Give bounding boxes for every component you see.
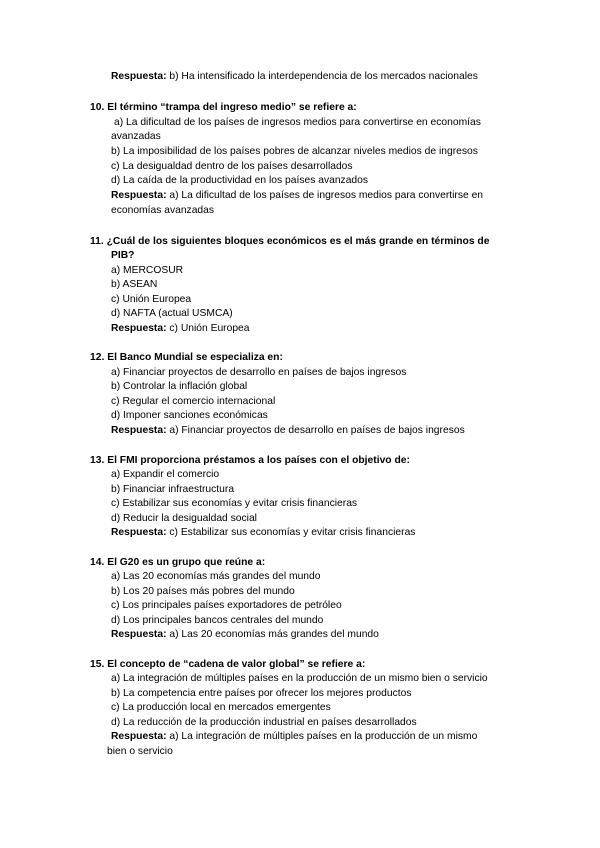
q11-option-c: c) Unión Europea: [111, 294, 192, 305]
q9-answer: [111, 70, 478, 84]
question-number: 15.: [90, 659, 105, 670]
q11-option-a: a) MERCOSUR: [111, 265, 184, 276]
answer-text: a) La dificultad de los países de ingresos medios para convertirse en: [166, 190, 484, 201]
q10-option-a: a) La dificultad de los países de ingresos medios para convertirse en economías: [114, 117, 481, 128]
answer-label: Respuesta:: [111, 527, 167, 538]
q12-option-b: b) Controlar la inflación global: [111, 381, 248, 392]
q14-answer: [111, 628, 379, 642]
q13-option-d: d) Reducir la desigualdad social: [111, 513, 257, 524]
q14-option-a: a) Las 20 economías más grandes del mundo: [111, 571, 321, 582]
answer-text: a) Financiar proyectos de desarrollo en países de bajos ingresos: [166, 425, 465, 436]
q12-option-a: a) Financiar proyectos de desarrollo en países de bajos ingresos: [111, 367, 407, 378]
q11-option-b: b) ASEAN: [111, 279, 158, 290]
answer-label: Respuesta:: [111, 190, 167, 201]
question-text: El G20 es un grupo que reúne a:: [107, 557, 266, 568]
question-text: El Banco Mundial se especializa en:: [107, 352, 283, 363]
question-number: 14.: [90, 557, 105, 568]
answer-text: a) Las 20 economías más grandes del mundo: [166, 629, 379, 640]
question-number: 13.: [90, 455, 105, 466]
question-text: El FMI proporciona préstamos a los países con el objetivo de:: [107, 455, 410, 466]
q15-answer: [111, 730, 477, 744]
answer-text: b) Ha intensificado la interdependencia de los mercados nacionales: [166, 71, 478, 82]
q15-answer-cont: bien o servicio: [107, 746, 173, 757]
question-text: ¿Cuál de los siguientes bloques económicos es el más grande en términos de: [106, 236, 490, 247]
q10-option-a-cont: avanzadas: [111, 131, 161, 142]
q14-option-d: d) Los principales bancos centrales del mundo: [111, 615, 324, 626]
answer-label: Respuesta:: [111, 731, 167, 742]
q13-option-c: c) Estabilizar sus economías y evitar crisis financieras: [111, 498, 358, 509]
q11-answer: [111, 322, 250, 336]
q10-option-d: d) La caída de la productividad en los países avanzados: [111, 175, 369, 186]
answer-label: Respuesta:: [111, 71, 167, 82]
q12-option-d: d) Imponer sanciones económicas: [111, 410, 268, 421]
q10-option-b: b) La imposibilidad de los países pobres de alcanzar niveles medios de ingresos: [111, 146, 478, 157]
q10-answer: [111, 189, 483, 203]
q13-answer: [111, 526, 415, 540]
q15-option-a: a) La integración de múltiples países en la producción de un mismo bien o servicio: [111, 673, 488, 684]
q14-option-b: b) Los 20 países más pobres del mundo: [111, 586, 295, 597]
question-number: 10.: [90, 102, 105, 113]
answer-label: Respuesta:: [111, 425, 167, 436]
q10-heading: [90, 101, 357, 115]
q10-option-c: c) La desigualdad dentro de los países desarrollados: [111, 161, 353, 172]
answer-text: c) Unión Europea: [166, 323, 250, 334]
q15-heading: [90, 658, 365, 672]
answer-text: c) Estabilizar sus economías y evitar crisis financieras: [166, 527, 416, 538]
answer-text: a) La integración de múltiples países en la producción de un mismo: [166, 731, 478, 742]
q13-heading: [90, 454, 410, 468]
question-text: El término “trampa del ingreso medio” se refiere a:: [107, 102, 357, 113]
q15-option-b: b) La competencia entre países por ofrecer los mejores productos: [111, 688, 412, 699]
question-number: 11.: [90, 236, 104, 247]
answer-label: Respuesta:: [111, 323, 167, 334]
q14-option-c: c) Los principales países exportadores de petróleo: [111, 600, 342, 611]
q14-heading: [90, 556, 265, 570]
question-text: El concepto de “cadena de valor global” se refiere a:: [107, 659, 366, 670]
q12-answer: [111, 424, 465, 438]
q15-option-c: c) La producción local en mercados emergentes: [111, 702, 331, 713]
answer-label: Respuesta:: [111, 629, 167, 640]
q12-heading: [90, 351, 283, 365]
q11-option-d: d) NAFTA (actual USMCA): [111, 308, 233, 319]
q13-option-a: a) Expandir el comercio: [111, 469, 220, 480]
q13-option-b: b) Financiar infraestructura: [111, 484, 235, 495]
q11-heading: [90, 235, 489, 249]
q10-answer-cont: economías avanzadas: [111, 205, 215, 216]
q15-option-d: d) La reducción de la producción industrial en países desarrollados: [111, 717, 417, 728]
q11-heading-cont: PIB?: [111, 250, 135, 261]
question-number: 12.: [90, 352, 105, 363]
q12-option-c: c) Regular el comercio internacional: [111, 396, 276, 407]
